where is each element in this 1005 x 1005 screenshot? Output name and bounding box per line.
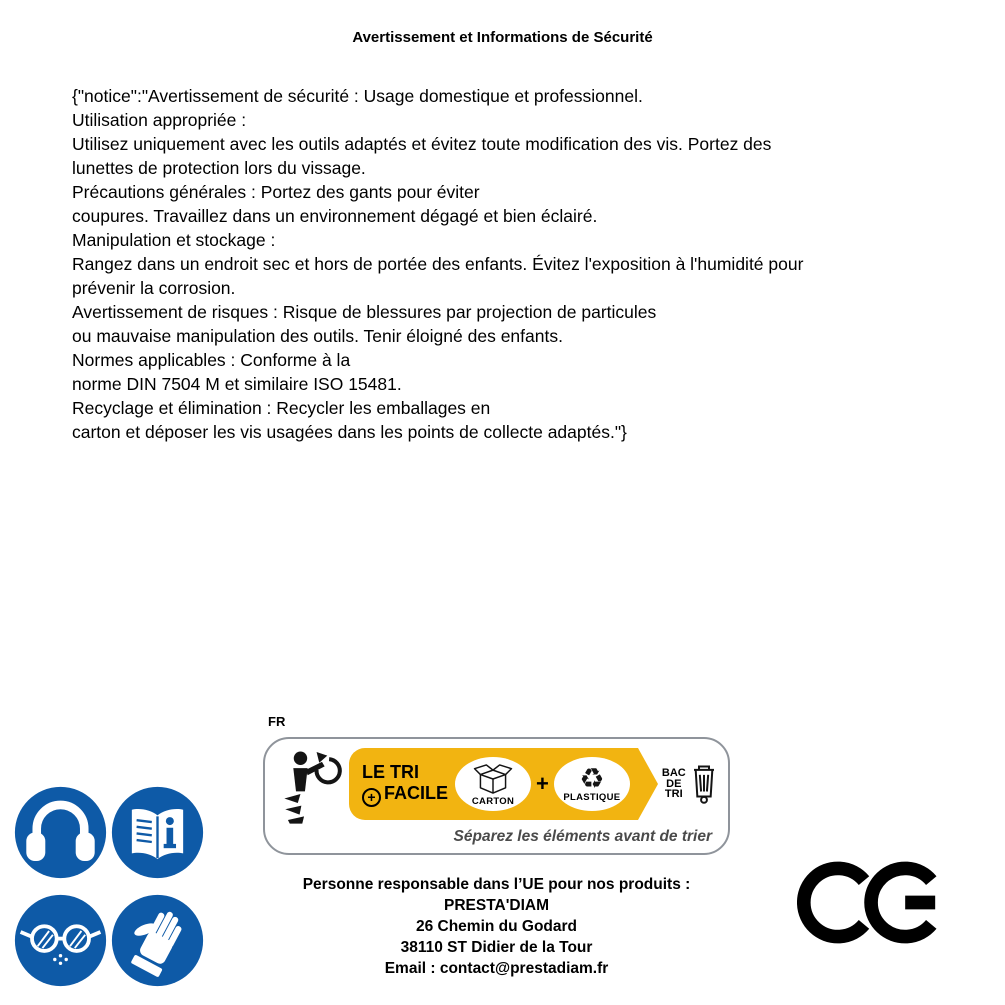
tri-facile-label: LE TRI + FACILE xyxy=(362,761,449,805)
notice-line: coupures. Travaillez dans un environnement dégagé et bien éclairé. xyxy=(72,206,598,226)
notice-line: lunettes de protection lors du vissage. xyxy=(72,158,366,178)
notice-text xyxy=(72,84,952,444)
wear-ear-protection-icon xyxy=(13,785,108,880)
read-instruction-manual-icon xyxy=(110,785,205,880)
email-line: Email : contact@prestadiam.fr xyxy=(384,960,609,977)
plus-circle-icon: + xyxy=(362,788,381,807)
trash-bin-icon xyxy=(689,762,719,806)
plus-separator: + xyxy=(536,771,549,796)
page-title: Avertissement et Informations de Sécurité xyxy=(352,29,653,46)
responsible-block xyxy=(233,874,760,979)
carton-box-icon xyxy=(470,762,516,796)
recycle-icon: ♻ xyxy=(579,761,605,795)
notice-line: Rangez dans un endroit sec et hors de portée des enfants. Évitez l'exposition à l'humidité pour xyxy=(72,254,804,274)
country-code-label: FR xyxy=(268,714,286,729)
carton-label: CARTON xyxy=(471,795,515,807)
responsible-heading: Personne responsable dans l’UE pour nos produits : xyxy=(302,876,691,893)
chevron-right-icon xyxy=(638,748,658,820)
notice-line: Avertissement de risques : Risque de blessures par projection de particules xyxy=(72,302,657,322)
notice-line: {"notice":"Avertissement de sécurité : Usage domestique et professionnel. xyxy=(72,86,643,106)
banner-tagline: Séparez les éléments avant de trier xyxy=(453,828,712,845)
wear-eye-protection-icon xyxy=(13,893,108,988)
notice-line: norme DIN 7504 M et similaire ISO 15481. xyxy=(72,374,402,394)
notice-line: Normes applicables : Conforme à la xyxy=(72,350,351,370)
sorting-band xyxy=(349,748,719,820)
notice-line: Utilisation appropriée : xyxy=(72,110,247,130)
sorting-bin xyxy=(662,762,719,806)
notice-line: Recyclage et élimination : Recycler les emballages en xyxy=(72,398,491,418)
plastique-oval xyxy=(554,757,630,811)
notice-line: Précautions générales : Portez des gants pour éviter xyxy=(72,182,480,202)
triman-icon xyxy=(279,748,347,824)
company-name: PRESTA'DIAM xyxy=(443,897,549,914)
carton-oval xyxy=(455,757,531,811)
notice-line: carton et déposer les vis usagées dans les points de collecte adaptés."} xyxy=(72,422,627,442)
notice-line: ou mauvaise manipulation des outils. Tenir éloigné des enfants. xyxy=(72,326,563,346)
address-line-2: 38110 ST Didier de la Tour xyxy=(400,939,593,956)
plastique-label: PLASTIQUE xyxy=(563,791,621,803)
notice-line: Manipulation et stockage : xyxy=(72,230,276,250)
tri-facile-banner xyxy=(263,737,730,855)
notice-line: prévenir la corrosion. xyxy=(72,278,236,298)
ce-mark-icon xyxy=(797,852,947,953)
safety-signs-grid xyxy=(13,785,205,988)
notice-line: Utilisez uniquement avec les outils adaptés et évitez toute modification des vis. Portez des xyxy=(72,134,772,154)
address-line-1: 26 Chemin du Godard xyxy=(415,918,578,935)
wear-protective-gloves-icon xyxy=(110,893,205,988)
bin-label: BAC DE TRI xyxy=(661,767,686,801)
